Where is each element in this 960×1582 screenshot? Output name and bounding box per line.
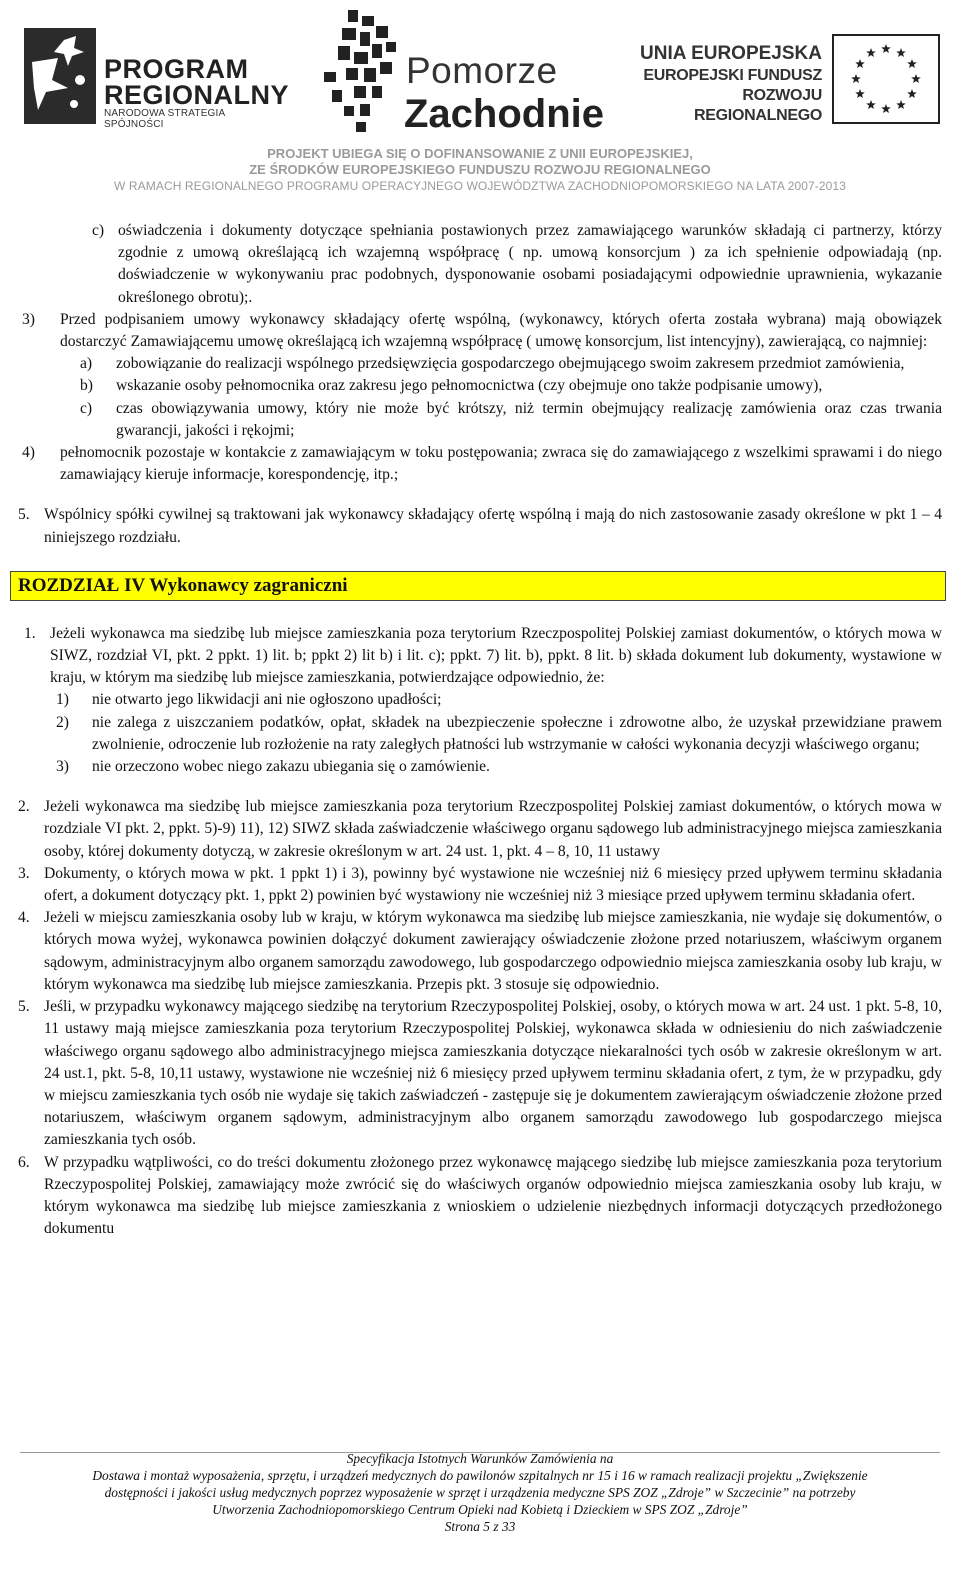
- list-item-text: nie zalega z uiszczaniem podatków, opłat, składek na ubezpieczenie społeczne i zdrowotne albo, że uzyskał przewidziane prawem zwolnienie, odroczenie lub rozłożenie na raty zaległych płatności lub wstrzymanie w całości wykonania decyzji właściwego organu;: [92, 713, 942, 753]
- unia-europejska-logo: [640, 34, 940, 130]
- project-line3: W RAMACH REGIONALNEGO PROGRAMU OPERACYJNEGO WOJEWÓDZTWA ZACHODNIOPOMORSKIEGO NA LATA 2007-2013: [114, 179, 846, 193]
- project-line1: PROJEKT UBIEGA SIĘ O DOFINANSOWANIE Z UNII EUROPEJSKIEJ,: [267, 146, 693, 161]
- spacer: [18, 601, 942, 623]
- document-header: [0, 0, 960, 200]
- list-item-text: czas obowiązywania umowy, który nie może być krótszy, niż termin obejmujący realizację zamówienia oraz czas trwania gwarancji, jakości i rękojmi;: [116, 399, 942, 439]
- spacer: [18, 486, 942, 504]
- list-item-text: pełnomocnik pozostaje w kontakcie z zamawiającym w toku postępowania; zwraca się do zamawiającego z wszelkimi sprawami i do niego zamawiający kieruje informacje, korespondencję, itp.;: [60, 444, 942, 484]
- list-item: [24, 623, 942, 690]
- list-item-text: nie otwarto jego likwidacji ani nie ogłoszono upadłości;: [92, 691, 442, 709]
- program-logo-wordmark: [104, 56, 289, 108]
- project-line2: ZE ŚRODKÓW EUROPEJSKIEGO FUNDUSZU ROZWOJU REGIONALNEGO: [249, 162, 711, 177]
- list-item-text: Dokumenty, o których mowa w pkt. 1 ppkt 1) i 3), powinny być wystawione nie wcześniej niż 6 miesięcy przed upływem terminu składania ofert, a dokument dotyczący pkt. 1, ppkt 2) powinien być wystawiony nie wcześniej niż 3 miesiące przed upływem terminu składania ofert.: [44, 864, 942, 905]
- list-item-number: 1.: [24, 624, 36, 642]
- list-item-text: oświadczenia i dokumenty dotyczące spełniania postawionych przez zamawiającego warunków składają ci partnerzy, którzy zgodnie z umową określającą ich wzajemną współpracę ( np. umową konsorcjum ) za ich spełnienie odpowiadają (np. doświadczenie w wykonywaniu prac podobnych, dysponowanie osobami posiadającymi odpowiednie uprawnienia, wykazanie określonego obrotu);.: [118, 222, 942, 306]
- list-item-number: 3.: [18, 864, 30, 882]
- ue-logo-text: [640, 42, 822, 126]
- list-item-text: Jeśli, w przypadku wykonawcy mającego siedzibę na terytorium Rzeczypospolitej Polskiej, osoby, o których mowa w art. 24 ust. 1 pkt. 5-8, 10, 11 ustawy mają miejsce zamieszkania poza terytorium Rzeczypospolitej Polskiej, wykonawca składa w odniesieniu do nich zaświadczenie właściwego organu sądowego albo administracyjnego miejsca zamieszkania dotyczące niekaralności tych osób w zakresie określonym w art. 24 ust.1, pkt. 5-8, 10,11 ustawy, wystawione nie wcześniej niż 6 miesięcy przed upływem terminu składania ofert, z tym, że w przypadku, gdy w miejscu zamieszkania tych osób nie wydaje się takich zaświadczeń - zastępuje się je dokumentem zawierającym oświadczenie złożone przed notariuszem, właściwym organem sądowym, administracyjnym albo organem samorządu zawodowego lub gospodarczego miejsca zamieszkania tych osób.: [44, 998, 942, 1149]
- pomorze-zachodnie-logo: [318, 6, 605, 138]
- list-item: [56, 689, 942, 711]
- ue-logo-line1: UNIA EUROPEJSKA: [640, 43, 822, 64]
- program-logo-line2: REGIONALNY: [104, 80, 290, 110]
- list-item-number: b): [80, 377, 93, 395]
- list-item-text: zobowiązanie do realizacji wspólnego przedsięwzięcia gospodarczego obejmującego swoim zakresem przedmiot zamówienia,: [116, 355, 905, 373]
- list-item: [18, 996, 942, 1151]
- list-item: [18, 504, 942, 548]
- list-item-text: Jeżeli wykonawca ma siedzibę lub miejsce zamieszkania poza terytorium Rzeczpospolitej Polskiej zamiast dokumentów, o których mowa w SIWZ, rozdział VI, pkt. 2 ppkt. 1) lit. b; ppkt 2) lit b) i lit. c); ppkt. 7) lit. b), ppkt. 8 lit. b) składa dokument lub dokumenty, wystawione w kraju, w którym ma siedzibę lub miejsce zamieszkania, potwierdzające odpowiednio, że:: [50, 624, 942, 687]
- list-item-number: 3): [56, 758, 69, 776]
- page-number: Strona 5 z 33: [444, 1519, 516, 1534]
- section-heading: ROZDZIAŁ IV Wykonawcy zagraniczni: [10, 571, 946, 601]
- list-item: [80, 353, 942, 375]
- list-item: [18, 442, 942, 486]
- ue-logo-line2: EUROPEJSKI FUNDUSZ: [643, 67, 822, 84]
- list-item: [80, 398, 942, 442]
- program-regionalny-logo: [24, 28, 290, 130]
- project-funding-notice: [0, 146, 960, 194]
- list-item-number: 5.: [18, 506, 30, 524]
- footer-line2: Dostawa i montaż wyposażenia, sprzętu, i urządzeń medycznych do pawilonów szpitalnych nr 15 i 16 w ramach realizacji projektu „Zwiększenie: [92, 1468, 868, 1483]
- eu-flag-icon: [832, 34, 940, 124]
- list-item-text: wskazanie osoby pełnomocnika oraz zakresu jego pełnomocnictwa (czy obejmuje ono także podpisanie umowy),: [116, 377, 823, 395]
- list-item-number: 2): [56, 713, 69, 731]
- program-logo-line1: PROGRAM: [104, 54, 249, 84]
- list-item: [56, 712, 942, 756]
- list-item-text: W przypadku wątpliwości, co do treści dokumentu złożonego przez wykonawcę mającego siedzibę lub miejsce zamieszkania poza terytorium Rzeczypospolitej Polskiej, zamawiający może zwrócić się do właściwych organów odpowiednio miejsca zamieszkania osoby lub kraju, w którym wykonawca ma siedzibę lub miejsce zamieszkania z wnioskiem o udzielenie niezbędnych informacji dotyczących przedłożonego dokumentu: [44, 1153, 942, 1238]
- list-item-number: c): [80, 399, 93, 417]
- list-item-number: 4): [22, 444, 35, 462]
- list-item-number: a): [80, 355, 93, 373]
- list-item-text: Wspólnicy spółki cywilnej są traktowani jak wykonawcy składający ofertę wspólną i mają do nich zastosowanie zasady określone w pkt 1 – 4 niniejszego rozdziału.: [44, 506, 942, 546]
- footer-line1: Specyfikacja Istotnych Warunków Zamówienia na: [346, 1451, 614, 1466]
- list-item: [56, 756, 942, 778]
- list-item-number: 2.: [18, 798, 30, 816]
- list-item: [18, 907, 942, 996]
- list-item: [80, 375, 942, 397]
- program-logo-tagline: NARODOWA STRATEGIA SPÓJNOŚCI: [104, 108, 225, 130]
- program-regionalny-emblem-icon: [24, 28, 96, 124]
- document-body: [18, 220, 942, 1240]
- list-item-text: Jeżeli wykonawca ma siedzibę lub miejsce zamieszkania poza terytorium Rzeczpospolitej Polskiej zamiast dokumentów, o których mowa w rozdziale VI pkt. 2, ppkt. 5)-9) 11), 12) SIWZ składa zaświadczenie właściwego organu sądowego lub administracyjnego miejsca zamieszkania osoby, której dokumenty dotyczą, w zakresie określonym w art. 24 ust. 1, pkt. 4 – 8, 10, 11 ustawy: [44, 798, 942, 860]
- list-item: [18, 309, 942, 353]
- list-item: [18, 1152, 942, 1241]
- footer-line4: Utworzenia Zachodniopomorskiego Centrum Opieki nad Kobietą i Dzieckiem w SPS ZOZ „Zdroje”: [212, 1502, 748, 1517]
- pomorze-logo-line2: Zachodnie: [404, 92, 605, 136]
- list-item-text: Przed podpisaniem umowy wykonawcy składający ofertę wspólną, (wykonawcy, których oferta została wybrana) mają obowiązek dostarczyć Zamawiającemu umowę określającą ich wzajemną współpracę ( umowę konsorcjum, list intencyjny), zawierającą, co najmniej:: [60, 310, 942, 351]
- list-item: [18, 796, 942, 863]
- list-item: [18, 863, 942, 907]
- footer-line3: dostępności i jakości usług medycznych poprzez wyposażenie w sprzęt i urządzenia medyczne SPS ZOZ „Zdroje” w Szczecinie” na potrzeby: [104, 1485, 856, 1500]
- list-item-text: Jeżeli w miejscu zamieszkania osoby lub w kraju, w którym wykonawca ma siedzibę lub miejsce zamieszkania, nie wydaje się dokumentów, o których mowa wyżej, wykonawca powinien dołączyć dokument zawierający oświadczenie złożone przed notariuszem, właściwym organem sądowym, administracyjnym albo organem samorządu zawodowego, lub gospodarczego odpowiednio miejsca zamieszkania osoby lub kraju, w którym wykonawca ma siedzibę lub miejsce zamieszkania. Przepis pkt. 3 stosuje się odpowiednio.: [44, 909, 942, 993]
- ue-logo-line3: ROZWOJU REGIONALNEGO: [694, 87, 822, 124]
- list-item-number: 6.: [18, 1153, 30, 1171]
- list-item-number: 5.: [18, 998, 30, 1016]
- list-item-text: nie orzeczono wobec niego zakazu ubiegania się o zamówienie.: [92, 758, 490, 776]
- list-item-number: c): [92, 222, 105, 239]
- document-footer: [20, 1450, 940, 1535]
- list-item-number: 4.: [18, 909, 30, 927]
- pomorze-logo-line1: Pomorze: [406, 50, 558, 91]
- pomorze-mosaic-icon: [318, 6, 404, 138]
- spacer: [18, 778, 942, 796]
- spacer: [18, 549, 942, 571]
- list-item-number: 3): [22, 310, 35, 328]
- list-item: [92, 220, 942, 309]
- list-item-number: 1): [56, 691, 69, 709]
